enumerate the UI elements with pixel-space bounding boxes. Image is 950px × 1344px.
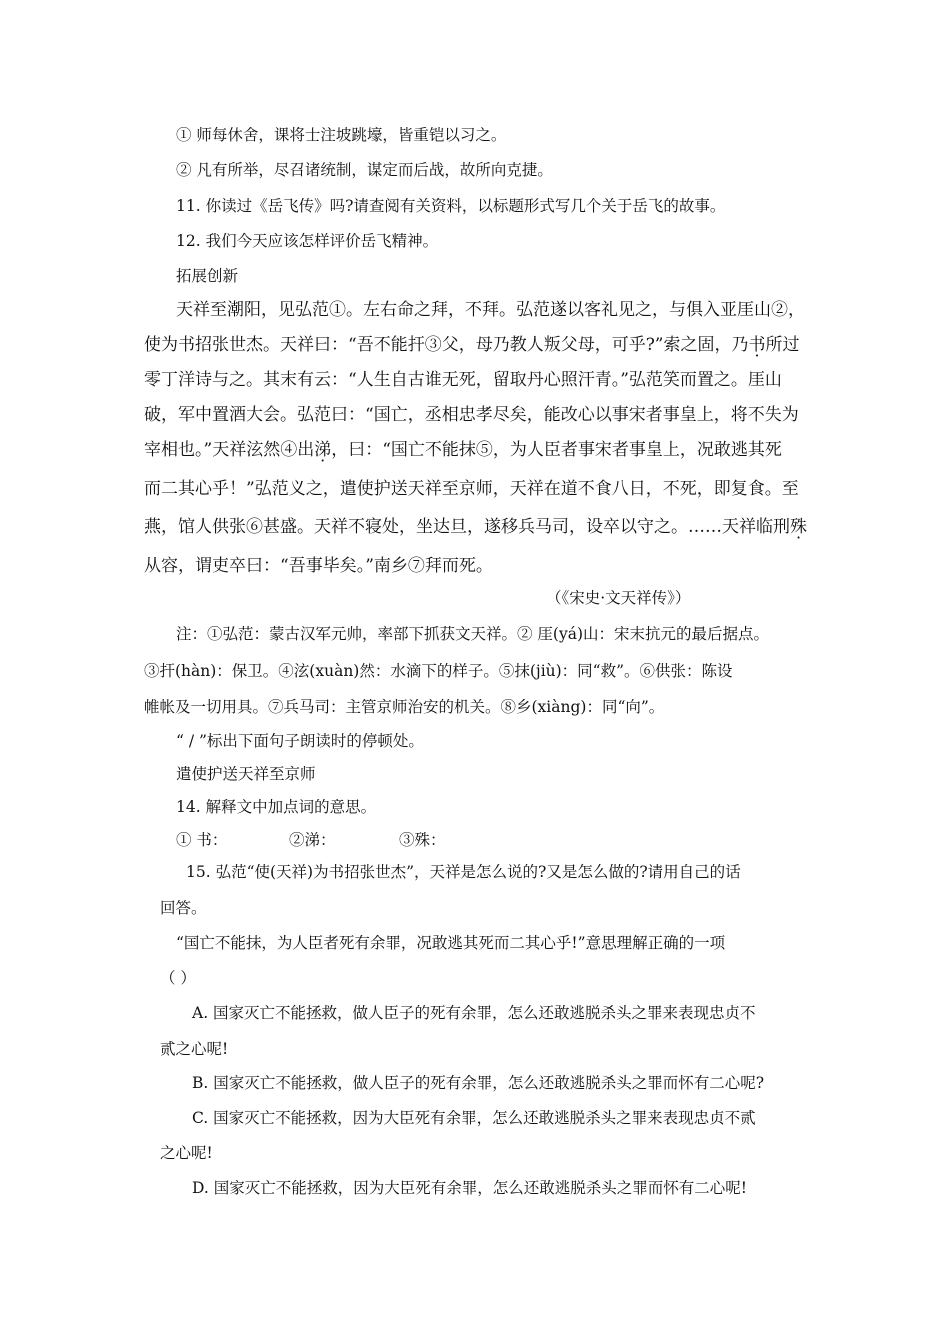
dotted-word: 涕	[314, 440, 332, 460]
q15-line: 回答。	[160, 899, 207, 917]
q14-item-1: ① 书：	[176, 831, 228, 849]
question-14: 14. 解释文中加点词的意思。	[176, 798, 377, 816]
passage-text: 宰相也。”天祥泫然④出	[144, 440, 315, 460]
passage-line: 而二其心乎！”弘范义之，遣使护送天祥至京师，天祥在道不食八日，不死，即复食。至	[144, 479, 799, 499]
passage-text: 所过	[765, 335, 800, 355]
q16-line: “国亡不能抹，为人臣者死有余罪，况敢逃其死而二其心乎!”意思理解正确的一项	[176, 934, 726, 952]
note-line: 帷帐及一切用具。⑦兵马司：主管京师治安的机关。⑧乡(xiàng)：同“向”。	[144, 698, 665, 716]
option-d: D. 国家灭亡不能拯救，因为大臣死有余罪，怎么还敢逃脱杀头之罪而怀有二心呢!	[192, 1179, 747, 1197]
passage-line	[144, 335, 800, 355]
dotted-word: 殊	[790, 517, 807, 537]
q14-item-2: ②涕：	[289, 831, 336, 849]
passage-line	[144, 517, 807, 537]
option-a-cont: 贰之心呢!	[160, 1040, 229, 1058]
question-12: 12. 我们今天应该怎样评价岳飞精神。	[176, 232, 439, 250]
option-b: B. 国家灭亡不能拯救，做人臣子的死有余罪，怎么还敢逃脱杀头之罪而怀有二心呢?	[192, 1074, 765, 1092]
passage-line: 天祥至潮阳，见弘范①。左右命之拜，不拜。弘范遂以客礼见之，与俱入亚厓山②，	[176, 300, 805, 320]
option-c-cont: 之心呢!	[160, 1144, 213, 1162]
note-line: 注：①弘范：蒙古汉军元帅，率部下抓获文天祥。② 厓(yá)山：宋末抗元的最后据点。	[176, 625, 770, 643]
q10-item-2: ② 凡有所举，尽召诸统制，谋定而后战，故所向克捷。	[176, 161, 553, 179]
passage-line: 零丁洋诗与之。其末有云：“人生自古谁无死，留取丹心照汗青。”弘范笑而置之。厓山	[144, 370, 782, 390]
question-11: 11. 你读过《岳飞传》吗?请查阅有关资料，以标题形式写几个关于岳飞的故事。	[176, 197, 726, 215]
q16-answer-blank: （ ）	[160, 969, 196, 987]
q10-item-1: ① 师每休舍，课将士注坡跳壕，皆重铠以习之。	[176, 126, 507, 144]
passage-text: ，曰：“国亡不能抹⑤，为人臣者事宋者事皇上，况敢逃其死	[331, 440, 782, 460]
passage-text: 燕，馆人供张⑥甚盛。天祥不寝处，坐达旦，遂移兵马司，设卒以守之。……天祥临刑	[144, 517, 790, 537]
question-13-sentence: 遣使护送天祥至京师	[176, 765, 316, 783]
question-14-items	[176, 830, 446, 850]
q15-line: 15. 弘范“使(天祥)为书招张世杰”，天祥是怎么说的?又是怎么做的?请用自己的话	[186, 863, 741, 881]
passage-text: 使为书招张世杰。天祥曰：“吾不能扞③父，母乃教人叛父母，可乎?”索之固，乃	[144, 335, 749, 355]
note-line: ③扞(hàn)：保卫。④泫(xuàn)然：水滴下的样子。⑤抹(jiù)：同“救”。⑥供张：陈设	[144, 662, 733, 680]
dotted-word: 书	[748, 335, 766, 355]
passage-source: （《宋史·文天祥传》）	[546, 589, 691, 607]
option-c: C. 国家灭亡不能拯救，因为大臣死有余罪，怎么还敢逃脱杀头之罪来表现忠贞不贰	[192, 1109, 756, 1127]
passage-line: 从容，谓吏卒曰：“吾事毕矣。”南乡⑦拜而死。	[144, 556, 493, 576]
option-a: A. 国家灭亡不能拯救，做人臣子的死有余罪，怎么还敢逃脱杀头之罪来表现忠贞不	[192, 1004, 756, 1022]
question-13: “ / ”标出下面句子朗读时的停顿处。	[176, 732, 424, 750]
passage-line: 破，军中置酒大会。弘范曰：“国亡，丞相忠孝尽矣，能改心以事宋者事皇上，将不失为	[144, 405, 799, 425]
q14-item-3: ③殊：	[399, 831, 446, 849]
passage-line	[144, 440, 782, 460]
section-title: 拓展创新	[176, 267, 239, 285]
